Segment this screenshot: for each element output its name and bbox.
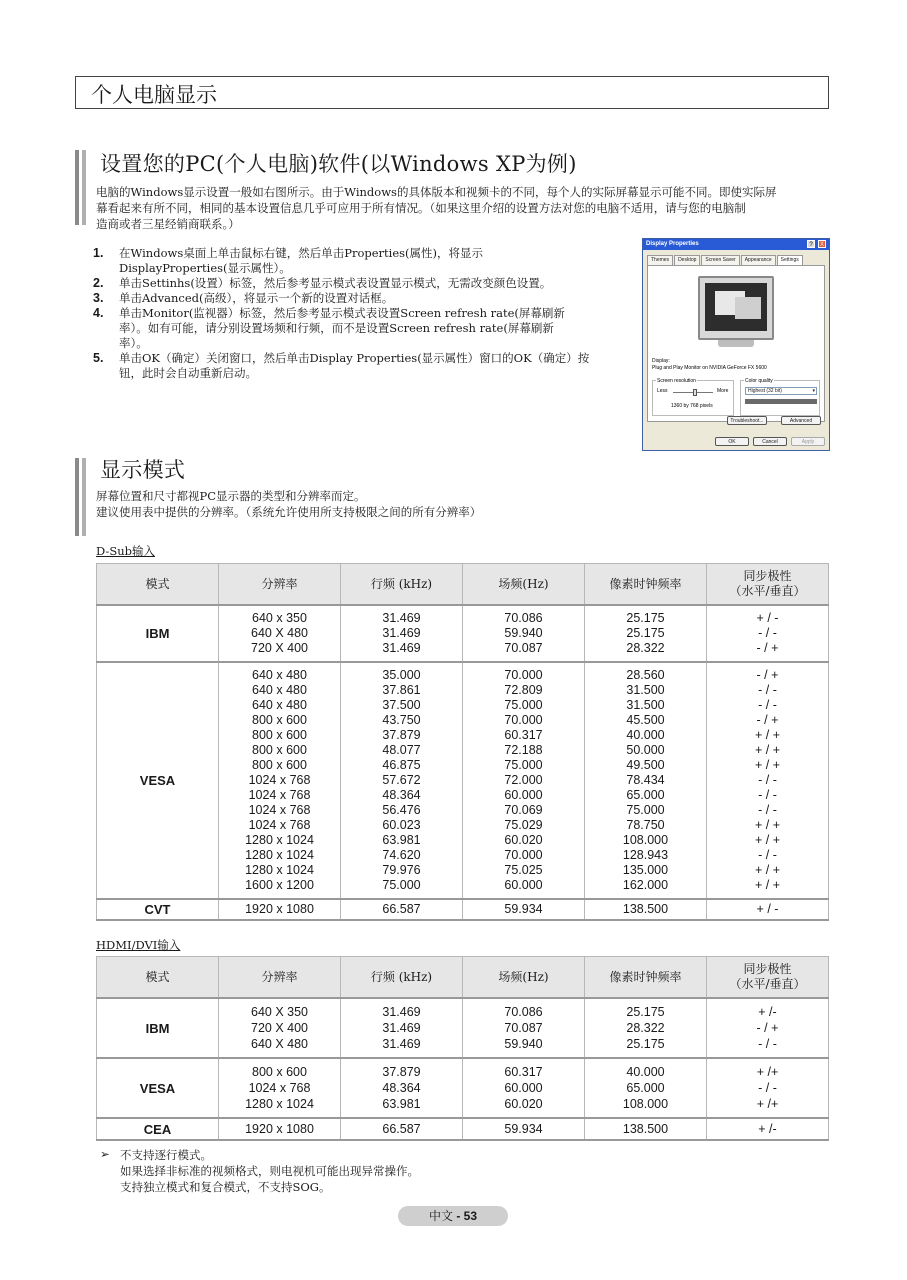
footer-separator: - <box>452 1209 464 1223</box>
cell-value: - / - <box>758 788 777 802</box>
monitor-icon <box>698 276 774 340</box>
chevron-down-icon: ▾ <box>812 388 815 394</box>
dsub-table <box>96 563 829 921</box>
cell-value: 66.587 <box>382 1122 421 1136</box>
cell-value: - / - <box>758 848 777 862</box>
cell-value: 48.077 <box>382 743 421 757</box>
cell-value: - / - <box>758 698 777 712</box>
v-cell <box>463 1058 585 1118</box>
cell-value: 75.000 <box>626 803 665 817</box>
cell-value: + / + <box>754 818 781 832</box>
cell-value: 56.476 <box>382 803 421 817</box>
cell-value: 128.943 <box>622 848 669 862</box>
step-number: 4. <box>93 306 104 320</box>
settings-panel <box>647 265 825 422</box>
pol-cell <box>707 899 829 920</box>
cell-value: 70.087 <box>504 641 543 655</box>
cell-value: 800 x 600 <box>252 1065 307 1079</box>
clk-cell <box>585 605 707 662</box>
res-cell <box>219 662 341 899</box>
cell-value: + / + <box>754 878 781 892</box>
advanced-button[interactable]: Advanced <box>781 416 821 425</box>
step-line: 率）。如有可能，请分别设置场频和行频，而不是设置Screen refresh rate(屏幕刷新 <box>119 321 554 335</box>
cell-value: 800 x 600 <box>252 743 307 757</box>
column-header-text: 场频(Hz) <box>498 969 549 984</box>
step-line: 单击OK（确定）关闭窗口，然后单击Display Properties(显示属性）窗口的OK（确定）按 <box>119 351 590 365</box>
cell-value: 66.587 <box>382 902 421 916</box>
cell-value: + / - <box>756 902 779 916</box>
cell-value: 640 X 350 <box>251 1005 308 1019</box>
cell-value: 75.000 <box>382 878 421 892</box>
cell-value: 60.020 <box>504 1097 543 1111</box>
cell-value: 31.469 <box>382 611 421 625</box>
v-cell <box>463 662 585 899</box>
column-header-text: 模式 <box>145 969 170 984</box>
dialog-titlebar: Display Properties <box>643 239 829 250</box>
table-row <box>97 1058 829 1118</box>
cell-value: 640 x 480 <box>252 698 307 712</box>
v-cell <box>463 605 585 662</box>
cell-value: + / + <box>754 833 781 847</box>
cell-value: 60.000 <box>504 878 543 892</box>
cell-value: - / - <box>758 803 777 817</box>
cell-value: 74.620 <box>382 848 421 862</box>
cell-value: 1280 x 1024 <box>245 833 314 847</box>
cell-value: 640 x 480 <box>252 683 307 697</box>
h-cell <box>341 1118 463 1140</box>
color-bar <box>745 399 817 404</box>
step-line: DisplayProperties(显示属性）。 <box>119 261 291 275</box>
table-row <box>97 899 829 920</box>
cell-value: + / + <box>754 728 781 742</box>
column-header <box>219 564 341 606</box>
table-row <box>97 998 829 1058</box>
cell-value: 162.000 <box>622 878 669 892</box>
cell-value: 70.000 <box>504 668 543 682</box>
step-item <box>93 246 623 276</box>
cell-value: 25.175 <box>626 611 665 625</box>
column-header-text: 像素时钟频率 <box>609 969 682 984</box>
cell-value: 59.940 <box>504 1037 543 1051</box>
pol-cell <box>707 605 829 662</box>
cell-value: 78.434 <box>626 773 665 787</box>
cell-value: 40.000 <box>626 728 665 742</box>
column-header <box>341 957 463 999</box>
cell-value: 48.364 <box>382 788 421 802</box>
cell-value: 37.879 <box>382 1065 421 1079</box>
quality-label: Color quality <box>745 378 773 384</box>
cell-value: 800 x 600 <box>252 713 307 727</box>
cell-value: 31.469 <box>382 1005 421 1019</box>
cell-value: 720 X 400 <box>251 641 308 655</box>
column-header-text: 模式 <box>145 576 170 591</box>
cell-value: 37.861 <box>382 683 421 697</box>
note-arrow-icon: ➢ <box>100 1147 110 1161</box>
cell-value: 28.322 <box>626 641 665 655</box>
res-cell <box>219 1058 341 1118</box>
column-header <box>97 564 219 606</box>
h-cell <box>341 605 463 662</box>
cell-value: + / + <box>754 863 781 877</box>
column-header-text: 场频(Hz) <box>498 576 549 591</box>
cell-value: + /+ <box>756 1065 779 1079</box>
tab-settings[interactable]: Settings <box>777 255 803 266</box>
cell-value: 72.809 <box>504 683 543 697</box>
pol-cell <box>707 998 829 1058</box>
cell-value: 31.500 <box>626 698 665 712</box>
monitor-stand <box>718 340 754 347</box>
column-header <box>97 957 219 999</box>
cell-value: 70.000 <box>504 713 543 727</box>
footer-language: 中文 <box>428 1209 453 1223</box>
steps-list <box>93 246 623 381</box>
ok-button[interactable]: OK <box>715 437 749 446</box>
intro-line: 建议使用表中提供的分辨率。（系统允许使用所支持极限之间的所有分辨率） <box>96 505 482 519</box>
cell-value: 1024 x 768 <box>248 788 311 802</box>
cell-value: 35.000 <box>382 668 421 682</box>
column-header <box>219 957 341 999</box>
resolution-value: 1360 by 768 pixels <box>671 403 713 409</box>
cell-value: 57.672 <box>382 773 421 787</box>
cell-value: 138.500 <box>622 902 669 916</box>
h-cell <box>341 1058 463 1118</box>
cell-value: 1280 x 1024 <box>245 863 314 877</box>
column-header-text: （水平/垂直） <box>729 977 806 991</box>
dialog-tabs <box>647 255 804 265</box>
step-item <box>93 291 623 306</box>
resolution-label: Screen resolution <box>657 378 696 384</box>
res-cell <box>219 998 341 1058</box>
step-number: 5. <box>93 351 104 365</box>
cell-value: 50.000 <box>626 743 665 757</box>
cell-value: 48.364 <box>382 1081 421 1095</box>
mode-cell: CVT <box>97 899 219 920</box>
intro-line: 屏幕位置和尺寸都视PC显示器的类型和分辨率而定。 <box>96 489 366 503</box>
cell-value: 1024 x 768 <box>248 773 311 787</box>
resolution-slider[interactable] <box>693 389 697 396</box>
column-header <box>585 957 707 999</box>
section1-title: 设置您的PC(个人电脑)软件(以Windows XP为例) <box>100 152 577 176</box>
section2-intro <box>96 488 796 520</box>
cell-value: 25.175 <box>626 1037 665 1051</box>
mode-cell: CEA <box>97 1118 219 1140</box>
res-cell <box>219 605 341 662</box>
step-number: 2. <box>93 276 104 290</box>
display-value: Plug and Play Monitor on NVIDIA GeForce FX 5600 <box>652 365 767 371</box>
page-header-box <box>75 76 829 109</box>
step-item <box>93 351 623 381</box>
cell-value: - / - <box>758 1081 777 1095</box>
clk-cell <box>585 1058 707 1118</box>
cell-value: - / - <box>758 773 777 787</box>
cell-value: 75.000 <box>504 698 543 712</box>
display-label: Display: <box>652 358 670 364</box>
note-line: 如果选择非标准的视频格式，则电视机可能出现异常操作。 <box>120 1164 419 1178</box>
cell-value: 31.500 <box>626 683 665 697</box>
cell-value: 37.879 <box>382 728 421 742</box>
v-cell <box>463 998 585 1058</box>
v-cell <box>463 899 585 920</box>
step-number: 3. <box>93 291 104 305</box>
intro-line: 幕看起来有所不同，相同的基本设置信息几乎可应用于所有情况。（如果这里介绍的设置方法对您的电脑不适用，请与您的电脑制 <box>96 201 746 215</box>
cell-value: 78.750 <box>626 818 665 832</box>
cell-value: 70.069 <box>504 803 543 817</box>
section1-intro <box>96 184 831 232</box>
cell-value: - / - <box>758 1037 777 1051</box>
cell-value: 31.469 <box>382 1037 421 1051</box>
troubleshoot-button[interactable]: Troubleshoot... <box>727 416 767 425</box>
v-cell <box>463 1118 585 1140</box>
cell-value: 800 x 600 <box>252 728 307 742</box>
step-item <box>93 276 623 291</box>
res-cell <box>219 1118 341 1140</box>
cell-value: 45.500 <box>626 713 665 727</box>
column-header <box>585 564 707 606</box>
cell-value: 37.500 <box>382 698 421 712</box>
cell-value: 25.175 <box>626 1005 665 1019</box>
tab-desktop[interactable]: Desktop <box>674 255 700 265</box>
column-header-text: 分辨率 <box>261 576 298 591</box>
cell-value: 72.000 <box>504 773 543 787</box>
cell-value: 60.317 <box>504 728 543 742</box>
mode-cell: VESA <box>97 1058 219 1118</box>
color-quality-select[interactable] <box>745 387 817 395</box>
cell-value: 640 x 350 <box>252 611 307 625</box>
tab-screen-saver[interactable]: Screen Saver <box>701 255 739 265</box>
step-line: 单击Settinhs(设置）标签，然后参考显示模式表设置显示模式，无需改变颜色设置。 <box>119 276 552 290</box>
cell-value: 70.086 <box>504 1005 543 1019</box>
mode-cell: VESA <box>97 662 219 899</box>
color-quality-group <box>740 380 820 416</box>
cell-value: 28.560 <box>626 668 665 682</box>
cell-value: + /+ <box>756 1097 779 1111</box>
cell-value: + / + <box>754 758 781 772</box>
cell-value: 75.000 <box>504 758 543 772</box>
column-header-text: 同步极性 <box>743 962 792 976</box>
table-row <box>97 1118 829 1140</box>
dsub-title: D-Sub输入 <box>96 544 155 558</box>
cell-value: - / + <box>756 1021 779 1035</box>
cell-value: 1280 x 1024 <box>245 848 314 862</box>
notes <box>120 1147 720 1195</box>
color-quality-value: Highest (32 bit) <box>748 388 782 394</box>
step-item <box>93 306 623 351</box>
column-header <box>707 957 829 999</box>
page-number-badge <box>398 1206 508 1226</box>
clk-cell <box>585 998 707 1058</box>
tab-appearance[interactable]: Appearance <box>741 255 776 265</box>
cell-value: + / + <box>754 743 781 757</box>
note-line: 支持独立模式和复合模式，不支持SOG。 <box>120 1180 331 1194</box>
column-header-text: （水平/垂直） <box>729 584 806 598</box>
cell-value: 49.500 <box>626 758 665 772</box>
cell-value: 640 X 480 <box>251 1037 308 1051</box>
step-line: 单击Advanced(高级），将显示一个新的设置对话框。 <box>119 291 394 305</box>
pol-cell <box>707 662 829 899</box>
h-cell <box>341 998 463 1058</box>
cell-value: 60.000 <box>504 788 543 802</box>
monitor-screen <box>705 283 767 331</box>
resolution-group <box>652 380 734 416</box>
cell-value: 800 x 600 <box>252 758 307 772</box>
cell-value: 70.087 <box>504 1021 543 1035</box>
column-header-text: 行频 (kHz) <box>370 969 433 984</box>
cell-value: + /- <box>758 1005 777 1019</box>
page-header-title: 个人电脑显示 <box>91 83 217 107</box>
close-icon[interactable]: X <box>819 242 824 248</box>
section1-bar-light <box>82 150 86 225</box>
cell-value: 25.175 <box>626 626 665 640</box>
column-header-text: 同步极性 <box>743 569 792 583</box>
cell-value: 70.086 <box>504 611 543 625</box>
cell-value: 720 X 400 <box>251 1021 308 1035</box>
pol-cell <box>707 1058 829 1118</box>
help-icon[interactable]: ? <box>807 240 815 248</box>
column-header <box>707 564 829 606</box>
cell-value: 63.981 <box>382 1097 421 1111</box>
pol-cell <box>707 1118 829 1140</box>
cell-value: 59.934 <box>504 902 543 916</box>
clk-cell <box>585 899 707 920</box>
res-cell <box>219 899 341 920</box>
cell-value: - / - <box>758 683 777 697</box>
step-line: 在Windows桌面上单击鼠标右键，然后单击Properties(属性)，将显示 <box>119 246 484 260</box>
step-line: 单击Monitor(监视器）标签，然后参考显示模式表设置Screen refresh rate(屏幕刷新 <box>119 306 565 320</box>
cell-value: 31.469 <box>382 626 421 640</box>
cell-value: 640 X 480 <box>251 626 308 640</box>
cell-value: 640 x 480 <box>252 668 307 682</box>
step-line: 率）。 <box>119 336 148 350</box>
preview-window <box>735 297 761 319</box>
apply-button[interactable]: Apply <box>791 437 825 446</box>
section2-bar <box>75 458 79 536</box>
column-header-text: 行频 (kHz) <box>370 576 433 591</box>
cell-value: - / + <box>756 713 779 727</box>
table-row <box>97 662 829 899</box>
cell-value: - / - <box>758 626 777 640</box>
cell-value: 135.000 <box>622 863 669 877</box>
mode-cell: IBM <box>97 605 219 662</box>
cell-value: 75.029 <box>504 818 543 832</box>
cell-value: 75.025 <box>504 863 543 877</box>
cell-value: + / - <box>756 611 779 625</box>
more-label: More <box>717 388 729 394</box>
cell-value: + /- <box>758 1122 777 1136</box>
cell-value: 1024 x 768 <box>248 803 311 817</box>
display-properties-dialog <box>642 238 830 451</box>
cell-value: 1920 x 1080 <box>245 1122 314 1136</box>
cell-value: 65.000 <box>626 788 665 802</box>
cell-value: 28.322 <box>626 1021 665 1035</box>
cell-value: 43.750 <box>382 713 421 727</box>
less-label: Less <box>657 388 668 394</box>
clk-cell <box>585 662 707 899</box>
step-number: 1. <box>93 246 104 260</box>
column-header <box>463 564 585 606</box>
cancel-button[interactable]: Cancel <box>753 437 787 446</box>
cell-value: 79.976 <box>382 863 421 877</box>
h-cell <box>341 662 463 899</box>
column-header <box>341 564 463 606</box>
cell-value: 60.317 <box>504 1065 543 1079</box>
table-row <box>97 605 829 662</box>
section1-bar <box>75 150 79 225</box>
cell-value: 60.023 <box>382 818 421 832</box>
cell-value: 1920 x 1080 <box>245 902 314 916</box>
cell-value: 31.469 <box>382 641 421 655</box>
clk-cell <box>585 1118 707 1140</box>
cell-value: 108.000 <box>622 1097 669 1111</box>
column-header-text: 像素时钟频率 <box>609 576 682 591</box>
cell-value: 31.469 <box>382 1021 421 1035</box>
cell-value: 70.000 <box>504 848 543 862</box>
step-line: 钮，此时会自动重新启动。 <box>119 366 257 380</box>
cell-value: 46.875 <box>382 758 421 772</box>
cell-value: 138.500 <box>622 1122 669 1136</box>
cell-value: 108.000 <box>622 833 669 847</box>
page-number: 53 <box>463 1209 478 1223</box>
intro-line: 电脑的Windows显示设置一般如右图所示。由于Windows的具体版本和视频卡的不同，每个人的实际屏幕显示可能不同。即使实际屏 <box>96 185 777 199</box>
intro-line: 造商或者三星经销商联系。） <box>96 217 240 231</box>
column-header <box>463 957 585 999</box>
cell-value: 60.020 <box>504 833 543 847</box>
cell-value: 65.000 <box>626 1081 665 1095</box>
cell-value: 63.981 <box>382 833 421 847</box>
cell-value: 1280 x 1024 <box>245 1097 314 1111</box>
tab-themes[interactable]: Themes <box>647 255 673 265</box>
column-header-text: 分辨率 <box>261 969 298 984</box>
cell-value: 59.934 <box>504 1122 543 1136</box>
cell-value: 40.000 <box>626 1065 665 1079</box>
cell-value: 59.940 <box>504 626 543 640</box>
note-line: 不支持逐行模式。 <box>120 1148 212 1162</box>
hdmi-table <box>96 956 829 1141</box>
cell-value: 1024 x 768 <box>248 1081 311 1095</box>
hdmi-title: HDMI/DVI输入 <box>96 938 181 952</box>
cell-value: 60.000 <box>504 1081 543 1095</box>
cell-value: - / + <box>756 641 779 655</box>
h-cell <box>341 899 463 920</box>
cell-value: 1600 x 1200 <box>245 878 314 892</box>
section2-title: 显示模式 <box>100 458 186 482</box>
cell-value: 1024 x 768 <box>248 818 311 832</box>
cell-value: 72.188 <box>504 743 543 757</box>
mode-cell: IBM <box>97 998 219 1058</box>
section2-bar-light <box>82 458 86 536</box>
cell-value: - / + <box>756 668 779 682</box>
